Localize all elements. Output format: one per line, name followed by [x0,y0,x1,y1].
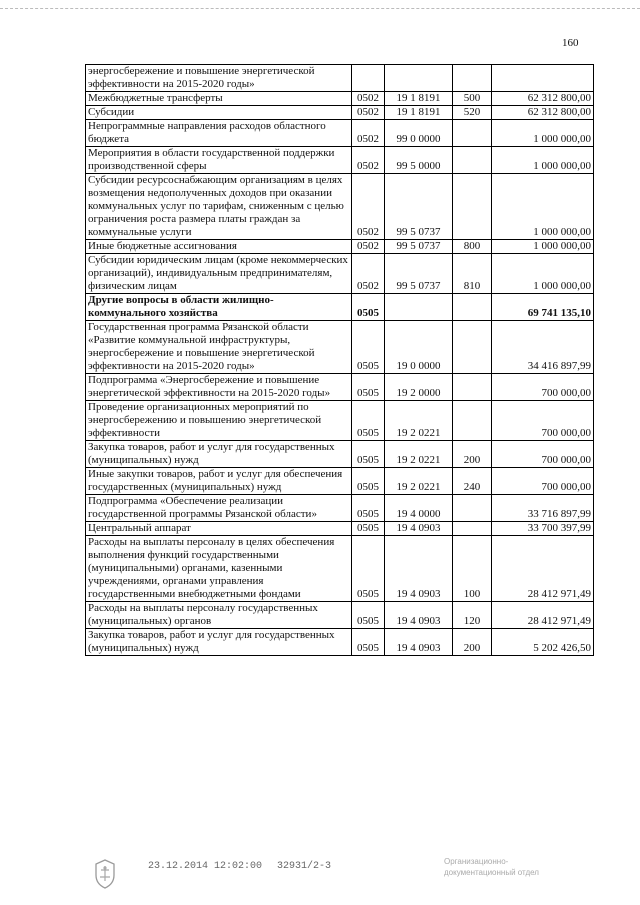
cell-target: 99 5 0737 [385,174,453,240]
cell-kind [453,495,492,522]
cell-target: 99 0 0000 [385,120,453,147]
table-row [86,65,594,92]
cell-target: 99 5 0737 [385,254,453,294]
cell-name: Непрограммные направления расходов областного бюджета [86,120,352,147]
cell-amount: 28 412 971,49 [492,602,594,629]
cell-amount: 1 000 000,00 [492,120,594,147]
page-number: 160 [562,37,579,49]
cell-section: 0505 [352,522,385,536]
cell-kind [453,294,492,321]
cell-amount: 33 716 897,99 [492,495,594,522]
cell-target: 19 4 0903 [385,536,453,602]
cell-name: Расходы на выплаты персоналу в целях обеспечения выполнения функций государственными (муниципальными) органами, казенными учреждениями, органами управления государственными внебюджетными фондами [86,536,352,602]
table-row [86,468,594,495]
footer-date: 23.12.2014 12:02:00 [148,861,263,872]
table-row [86,294,594,321]
stamp-line-1: Организационно- [444,857,509,866]
cell-target: 19 4 0903 [385,602,453,629]
cell-target: 19 4 0903 [385,629,453,656]
cell-section: 0502 [352,254,385,294]
cell-amount: 62 312 800,00 [492,106,594,120]
cell-section: 0505 [352,468,385,495]
cell-name: Расходы на выплаты персоналу государственных (муниципальных) органов [86,602,352,629]
table-row [86,254,594,294]
cell-amount: 1 000 000,00 [492,147,594,174]
cell-kind [453,120,492,147]
cell-section: 0502 [352,147,385,174]
cell-amount: 700 000,00 [492,374,594,401]
cell-kind: 810 [453,254,492,294]
cell-section: 0505 [352,441,385,468]
cell-kind [453,522,492,536]
cell-kind [453,374,492,401]
cell-target: 19 0 0000 [385,321,453,374]
cell-kind [453,65,492,92]
budget-table [85,64,594,656]
cell-section: 0505 [352,321,385,374]
cell-target: 19 2 0221 [385,401,453,441]
cell-amount: 33 700 397,99 [492,522,594,536]
cell-section: 0505 [352,536,385,602]
cell-name: энергосбережение и повышение энергетической эффективности на 2015-2020 годы» [86,65,352,92]
table-row [86,441,594,468]
cell-name: Закупка товаров, работ и услуг для государственных (муниципальных) нужд [86,441,352,468]
cell-section: 0505 [352,401,385,441]
cell-target: 19 2 0000 [385,374,453,401]
cell-amount: 1 000 000,00 [492,174,594,240]
cell-kind: 520 [453,106,492,120]
cell-section: 0505 [352,495,385,522]
cell-target: 19 4 0903 [385,522,453,536]
cell-section: 0505 [352,374,385,401]
cell-target: 19 2 0221 [385,441,453,468]
cell-kind [453,401,492,441]
table-row [86,240,594,254]
budget-table-body [86,65,594,656]
cell-name: Субсидии [86,106,352,120]
table-row [86,174,594,240]
cell-target: 19 2 0221 [385,468,453,495]
cell-name: Иные бюджетные ассигнования [86,240,352,254]
table-row [86,602,594,629]
cell-section: 0505 [352,294,385,321]
cell-kind [453,174,492,240]
cell-amount: 62 312 800,00 [492,92,594,106]
table-row [86,536,594,602]
cell-name: Межбюджетные трансферты [86,92,352,106]
table-row [86,401,594,441]
cell-target: 19 4 0000 [385,495,453,522]
top-scan-line [0,8,640,9]
cell-name: Субсидии ресурсоснабжающим организациям в целях возмещения недополученных доходов при оказании коммунальных услуг по тарифам, сниженным с целью ограничения роста размера платы граждан за коммунальные услуги [86,174,352,240]
table-row [86,374,594,401]
coat-of-arms-icon [92,859,118,889]
table-row [86,321,594,374]
cell-section: 0502 [352,92,385,106]
cell-kind: 200 [453,629,492,656]
table-row [86,106,594,120]
cell-kind [453,321,492,374]
cell-name: Другие вопросы в области жилищно-коммунального хозяйства [86,294,352,321]
cell-section: 0502 [352,174,385,240]
cell-section: 0505 [352,629,385,656]
stamp-line-2: документационный отдел [444,868,539,877]
table-row [86,522,594,536]
table-row [86,629,594,656]
cell-section: 0502 [352,240,385,254]
cell-amount: 34 416 897,99 [492,321,594,374]
table-row [86,120,594,147]
cell-amount: 5 202 426,50 [492,629,594,656]
cell-kind: 240 [453,468,492,495]
cell-target [385,294,453,321]
cell-name: Государственная программа Рязанской области «Развитие коммунальной инфраструктуры, энергосбережение и повышение энергетической эффективности на 2015-2020 годы» [86,321,352,374]
cell-amount: 700 000,00 [492,441,594,468]
cell-amount: 1 000 000,00 [492,254,594,294]
table-row [86,495,594,522]
cell-name: Проведение организационных мероприятий по энергосбережению и повышению энергетической эффективности [86,401,352,441]
cell-name: Субсидии юридическим лицам (кроме некоммерческих организаций), индивидуальным предпринимателям, физическим лицам [86,254,352,294]
cell-kind: 200 [453,441,492,468]
table-row [86,147,594,174]
table-row [86,92,594,106]
cell-target: 99 5 0000 [385,147,453,174]
cell-amount [492,65,594,92]
cell-target [385,65,453,92]
cell-kind: 500 [453,92,492,106]
cell-section: 0502 [352,120,385,147]
cell-name: Подпрограмма «Энергосбережение и повышение энергетической эффективности на 2015-2020 годы» [86,374,352,401]
cell-name: Закупка товаров, работ и услуг для государственных (муниципальных) нужд [86,629,352,656]
cell-amount: 1 000 000,00 [492,240,594,254]
cell-section: 0502 [352,106,385,120]
cell-name: Мероприятия в области государственной поддержки производственной сферы [86,147,352,174]
cell-amount: 700 000,00 [492,401,594,441]
footer-document-number: 32931/2-3 [277,861,332,872]
cell-amount: 69 741 135,10 [492,294,594,321]
cell-target: 99 5 0737 [385,240,453,254]
cell-name: Иные закупки товаров, работ и услуг для обеспечения государственных (муниципальных) нужд [86,468,352,495]
cell-kind [453,147,492,174]
cell-kind: 800 [453,240,492,254]
cell-amount: 28 412 971,49 [492,536,594,602]
cell-amount: 700 000,00 [492,468,594,495]
cell-section [352,65,385,92]
cell-kind: 120 [453,602,492,629]
cell-target: 19 1 8191 [385,106,453,120]
page-footer [0,851,640,891]
department-stamp [444,856,564,878]
cell-section: 0505 [352,602,385,629]
cell-target: 19 1 8191 [385,92,453,106]
cell-name: Центральный аппарат [86,522,352,536]
cell-kind: 100 [453,536,492,602]
cell-name: Подпрограмма «Обеспечение реализации государственной программы Рязанской области» [86,495,352,522]
